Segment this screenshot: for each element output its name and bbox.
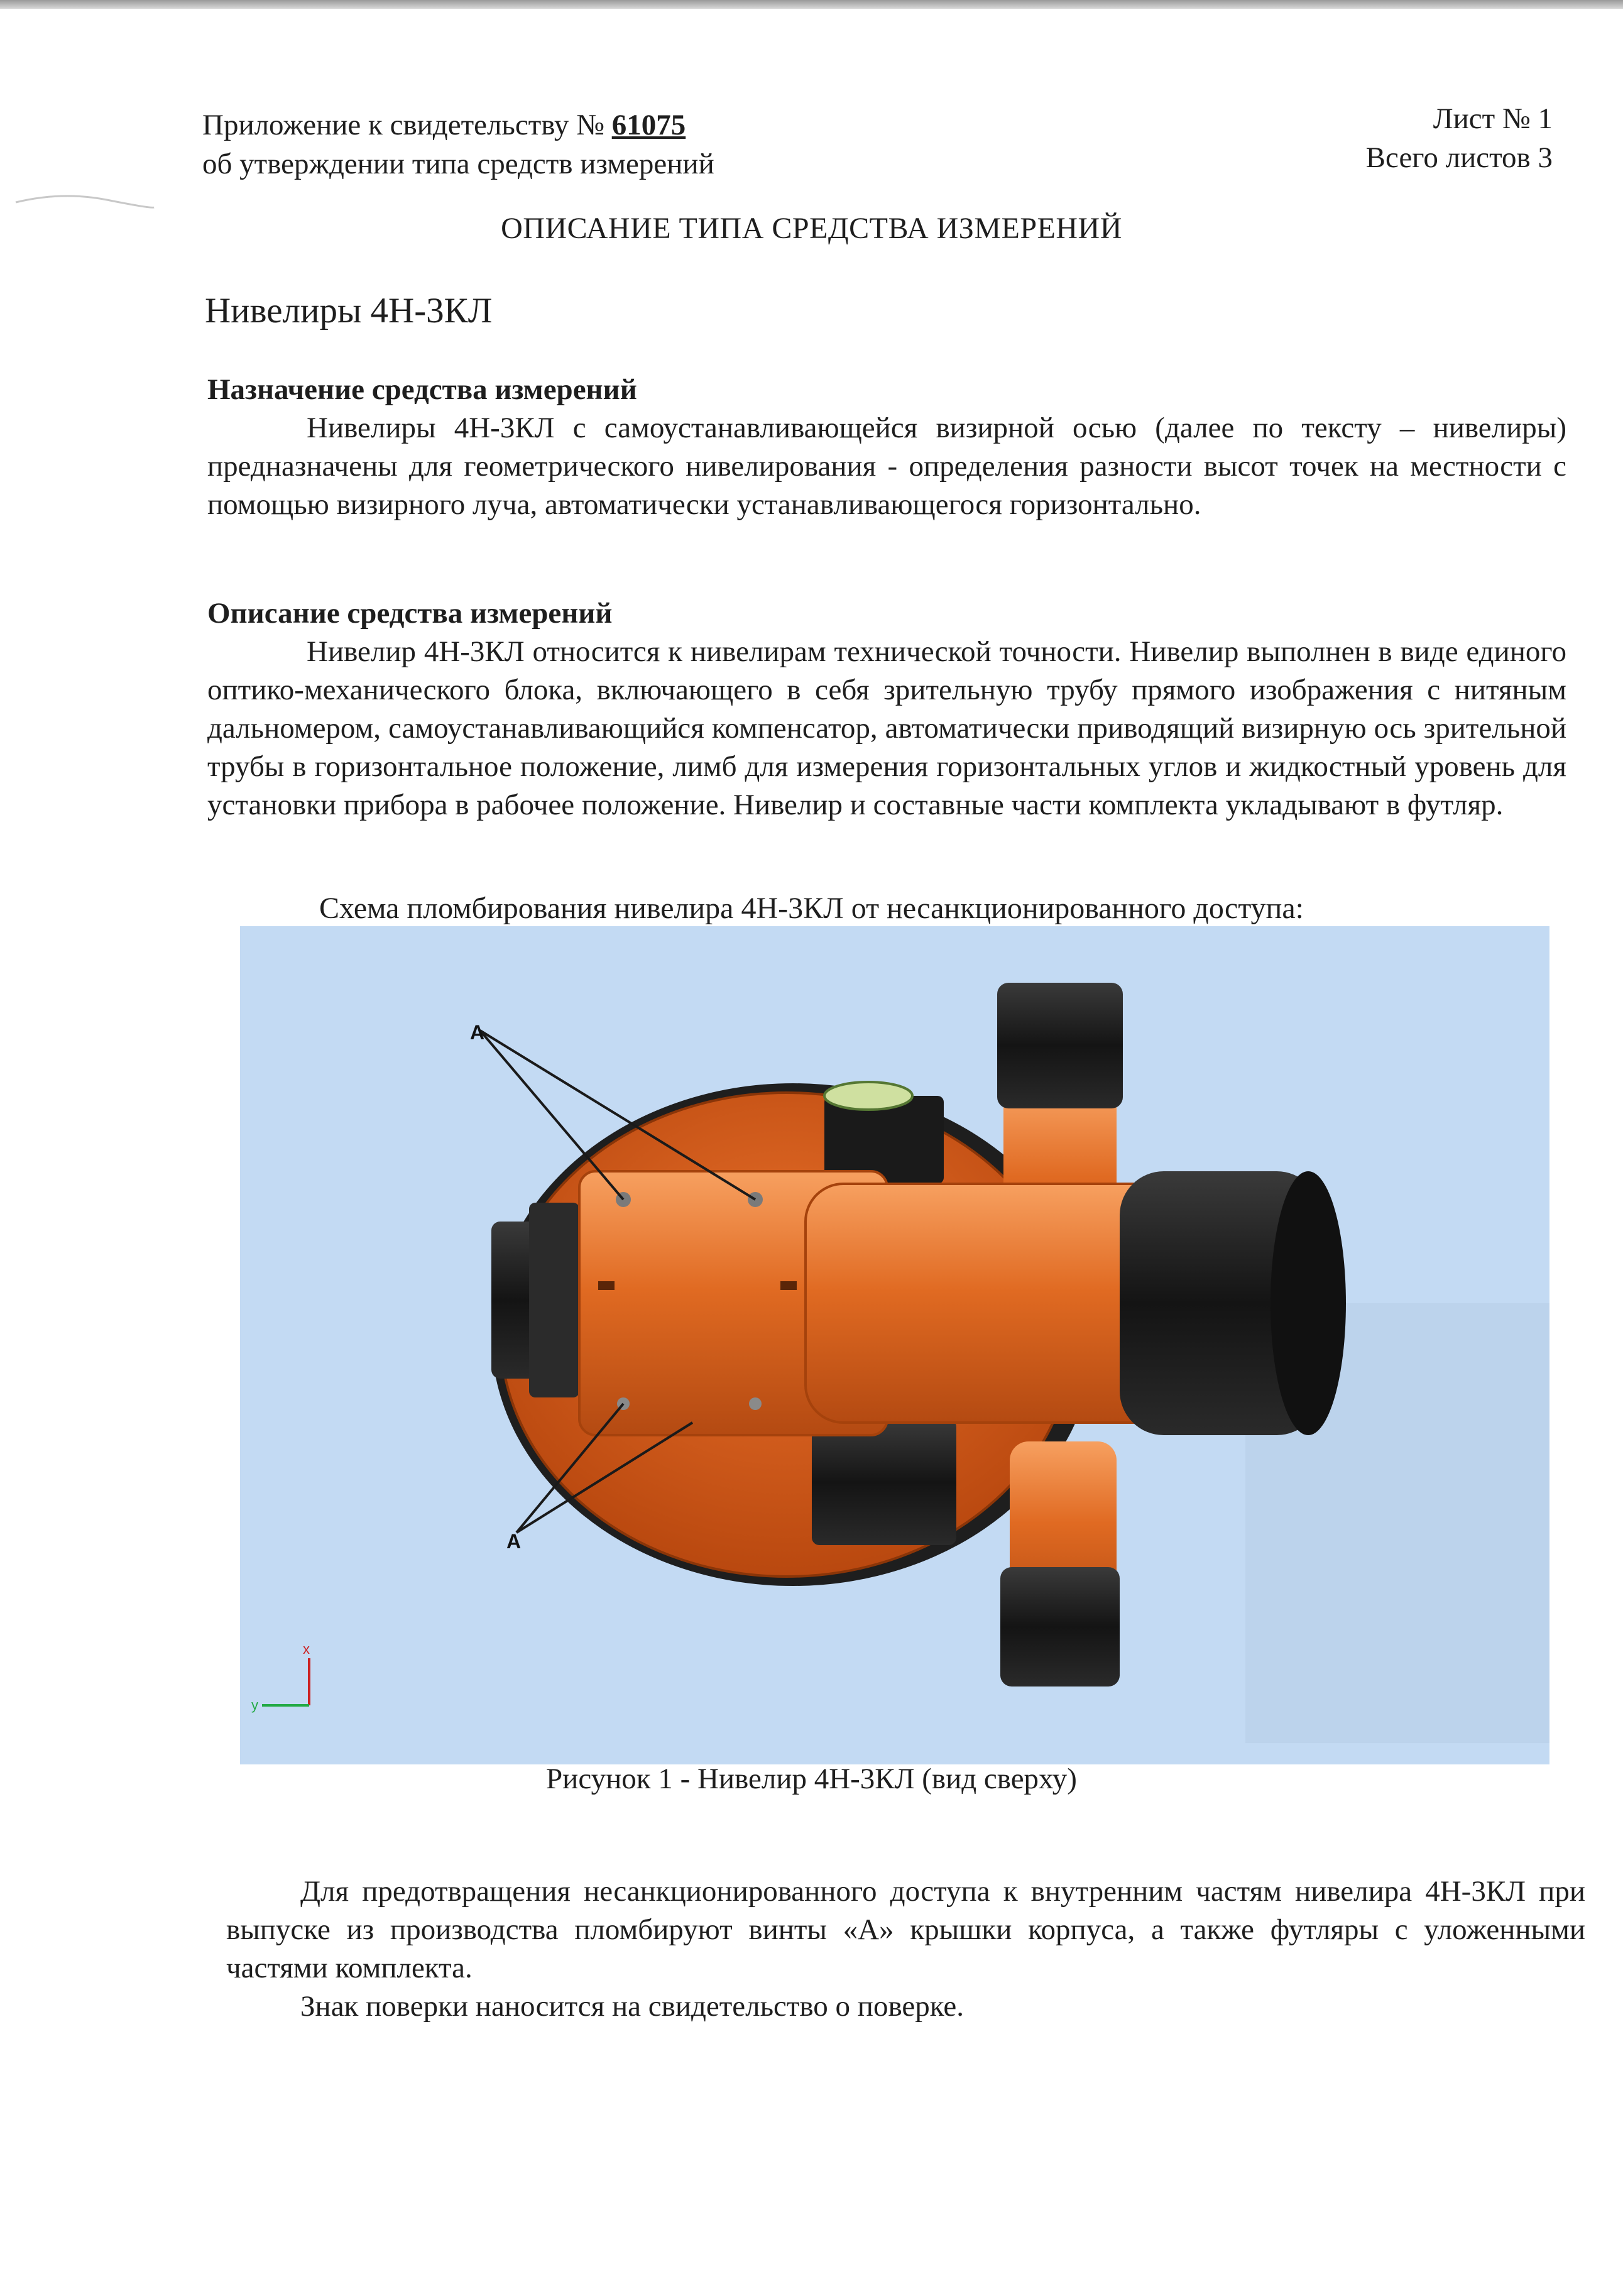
label-a-top: A — [470, 1021, 485, 1044]
sheet-number: Лист № 1 — [1433, 102, 1553, 135]
foot-screw-top — [997, 983, 1123, 1108]
eyepiece-ring — [529, 1203, 579, 1397]
purpose-section — [207, 371, 1566, 524]
axis-triad — [251, 1641, 310, 1713]
appendix-header — [202, 106, 714, 183]
appendix-line-1 — [202, 106, 714, 145]
closing-paragraph-2: Знак поверки наносится на свидетельство о поверке. — [300, 1990, 965, 2023]
axis-y-label: y — [251, 1697, 258, 1713]
description-text: Нивелир 4Н-3КЛ относится к нивелирам технической точности. Нивелир выполнен в виде единого оптико-механического блока, включающего в себя зрительную трубу прямого изображения с нитяным дальномером, самоустанавливающийся компенсатор, автоматически приводящий визирную ось зрительной трубы в горизонтальное положение, лимб для измерения горизонтальных углов и жидкостный уровень для установки прибора в рабочее положение. Нивелир и составные части комплекта укладывают в футляр. — [207, 635, 1566, 821]
latch-mark-1 — [598, 1281, 615, 1290]
closing-paragraph-1: Для предотвращения несанкционированного доступа к внутренним частям нивелира 4Н-3КЛ при выпуске из производства пломбируют винты «А» крышки корпуса, а также футляры с уложенными частями комплекта. — [226, 1875, 1585, 1984]
document-title: ОПИСАНИЕ ТИПА СРЕДСТВА ИЗМЕРЕНИЙ — [501, 212, 1122, 245]
product-name: Нивелиры 4Н-3КЛ — [205, 291, 493, 331]
scan-top-edge — [0, 0, 1623, 9]
sealing-scheme-title: Схема пломбирования нивелира 4Н-3КЛ от несанкционированного доступа: — [319, 892, 1304, 925]
axis-x-label: x — [303, 1641, 310, 1657]
focus-knob — [812, 1419, 956, 1545]
total-sheets: Всего листов 3 — [1365, 141, 1553, 174]
figure-caption: Рисунок 1 - Нивелир 4Н-3КЛ (вид сверху) — [546, 1763, 1077, 1795]
sheet-info — [1366, 99, 1553, 177]
sealing-screw-4 — [749, 1397, 762, 1410]
description-section — [207, 594, 1566, 824]
description-heading: Описание средства измерений — [207, 597, 613, 630]
foot-screw-bottom — [1000, 1567, 1120, 1686]
level-vial — [824, 1082, 912, 1110]
level-top-view-figure — [240, 926, 1549, 1764]
level-illustration — [240, 926, 1549, 1764]
purpose-heading: Назначение средства измерений — [207, 373, 637, 406]
scan-mark — [13, 189, 157, 214]
closing-section — [226, 1872, 1585, 2026]
appendix-prefix: Приложение к свидетельству № — [202, 109, 612, 141]
certificate-number: 61075 — [611, 109, 686, 141]
appendix-line-2: об утверждении типа средств измерений — [202, 148, 714, 180]
objective-front — [1271, 1171, 1346, 1435]
label-a-bottom: A — [506, 1530, 522, 1553]
purpose-text: Нивелиры 4Н-3КЛ с самоустанавливающейся визирной осью (далее по тексту – нивелиры) предназначены для геометрического нивелирования - определения разности высот точек на местности с помощью визирного луча, автоматически устанавливающегося горизонтально. — [207, 412, 1566, 521]
latch-mark-2 — [780, 1281, 797, 1290]
